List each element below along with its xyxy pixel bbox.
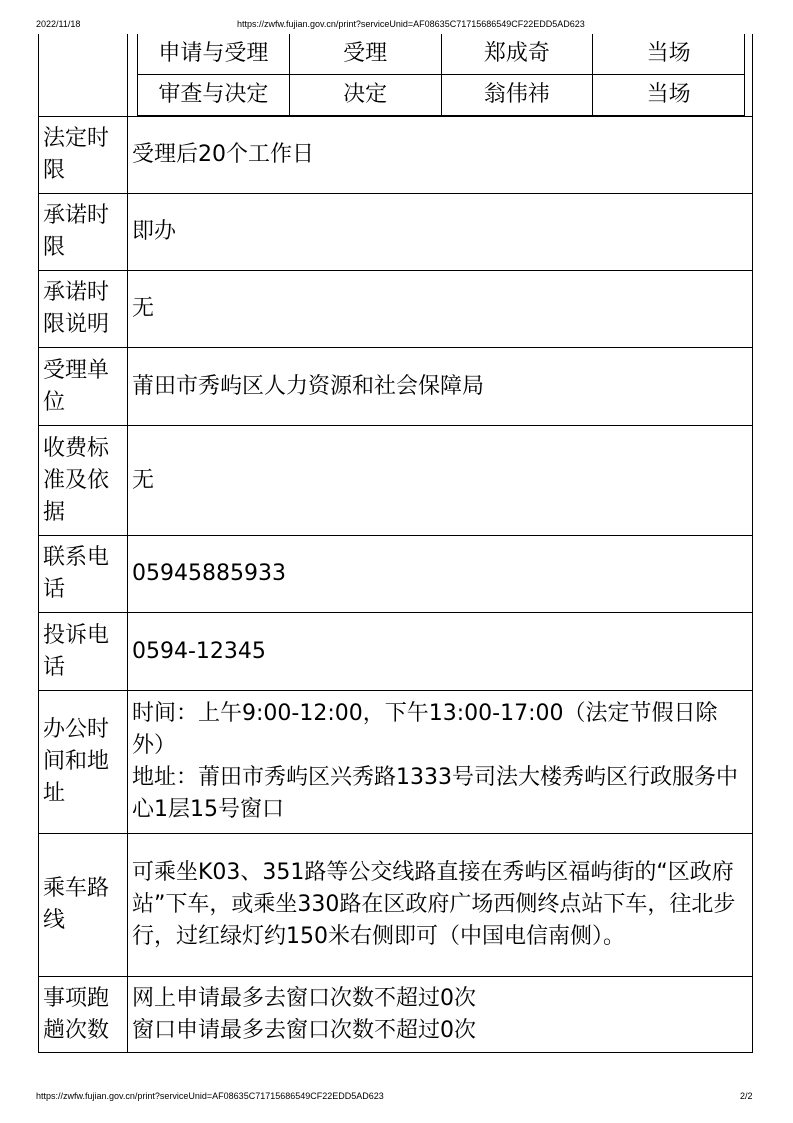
contact-phone-row [39, 536, 753, 613]
print-url-header: https://zwfw.fujian.gov.cn/print?serviceUnid=AF08635C71715686549CF22EDD5AD623 [237, 19, 585, 29]
row-value: 无 [128, 426, 753, 536]
process-row [39, 34, 753, 117]
row-value: 可乘坐K03、351路等公交线路直接在秀屿区福屿街的“区政府站”下车，或乘坐330路在区政府广场西侧终点站下车，往北步行，过红绿灯约150米右侧即可（中国电信南侧）。 [128, 834, 753, 977]
office-address-line: 地址：莆田市秀屿区兴秀路1333号司法大楼秀屿区行政服务中心1层15号窗口 [132, 765, 738, 822]
process-step-row [138, 75, 745, 116]
time-limit-note-row [39, 271, 753, 348]
process-person: 翁伟祎 [441, 75, 593, 116]
service-info-table [38, 34, 753, 1053]
row-value: 受理后20个工作日 [128, 117, 753, 194]
process-step-row [138, 34, 745, 75]
promised-time-limit-row [39, 194, 753, 271]
process-person: 郑成奇 [441, 34, 593, 75]
row-label: 办公时间和地址 [39, 691, 128, 834]
row-value: 即办 [128, 194, 753, 271]
window-visit-line: 窗口申请最多去窗口次数不超过0次 [132, 1017, 476, 1043]
process-label-cell [39, 34, 128, 117]
row-value: 莆田市秀屿区人力资源和社会保障局 [128, 348, 753, 426]
process-step: 申请与受理 [138, 34, 290, 75]
process-table [137, 34, 745, 116]
bus-route-row [39, 834, 753, 977]
row-label: 乘车路线 [39, 834, 128, 977]
legal-time-limit-row [39, 117, 753, 194]
row-value: 无 [128, 271, 753, 348]
row-label: 联系电话 [39, 536, 128, 613]
process-timing: 当场 [593, 34, 745, 75]
row-value [128, 691, 753, 834]
row-label: 投诉电话 [39, 613, 128, 691]
visit-count-row [39, 977, 753, 1053]
complaint-phone-row [39, 613, 753, 691]
row-value: 05945885933 [128, 536, 753, 613]
office-hours-line: 时间：上午9:00-12:00，下午13:00-17:00（法定节假日除外） [132, 701, 718, 758]
row-value: 0594-12345 [128, 613, 753, 691]
process-timing: 当场 [593, 75, 745, 116]
fee-standard-row [39, 426, 753, 536]
accepting-unit-row [39, 348, 753, 426]
print-date: 2022/11/18 [36, 19, 81, 29]
process-stage: 决定 [289, 75, 441, 116]
row-value [128, 977, 753, 1053]
row-label: 受理单位 [39, 348, 128, 426]
print-url-footer: https://zwfw.fujian.gov.cn/print?serviceUnid=AF08635C71715686549CF22EDD5AD623 [36, 1091, 384, 1101]
office-hours-address-row [39, 691, 753, 834]
process-cell [128, 34, 753, 117]
process-stage: 受理 [289, 34, 441, 75]
page-number: 2/2 [740, 1091, 753, 1101]
row-label: 承诺时限说明 [39, 271, 128, 348]
process-step: 审查与决定 [138, 75, 290, 116]
row-label: 法定时限 [39, 117, 128, 194]
online-visit-line: 网上申请最多去窗口次数不超过0次 [132, 985, 476, 1011]
row-label: 收费标准及依据 [39, 426, 128, 536]
row-label: 事项跑趟次数 [39, 977, 128, 1053]
row-label: 承诺时限 [39, 194, 128, 271]
